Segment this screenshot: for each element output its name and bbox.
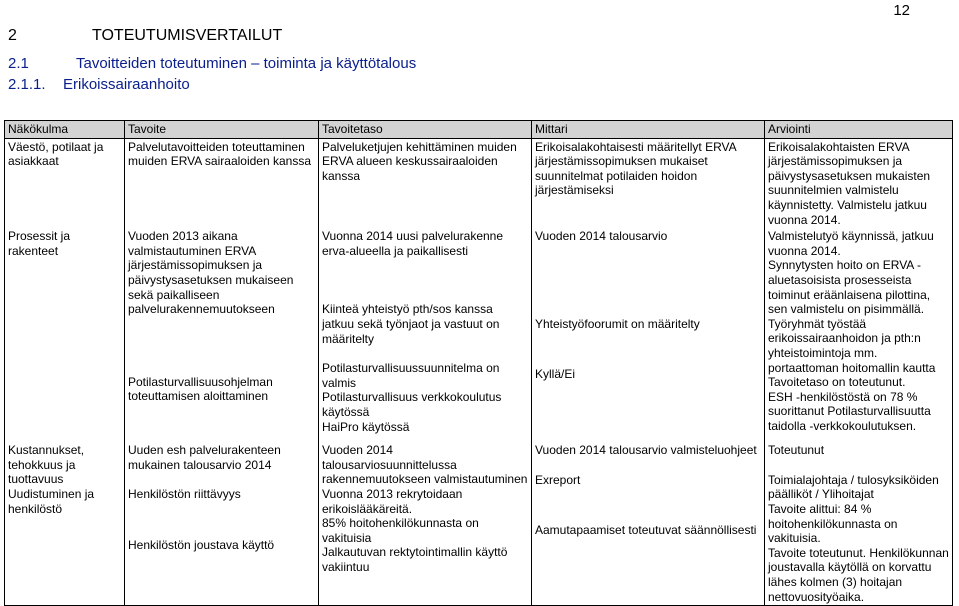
cell-text: Vuoden 2014 talousarvio [535, 229, 668, 244]
cell-nakokulma [5, 138, 125, 228]
cell-text: Vuoden 2013 aikana valmistautuminen ERVA järjestämissopimuksen ja päivystysasetuksen mukaiseen sekä paikalliseen palvelurakennemuutokseen [128, 229, 294, 317]
cell-text: Väestö, potilaat ja asiakkaat [8, 139, 104, 169]
cell-text: Vuoden 2014 talousarvio valmisteluohjeet [535, 443, 757, 458]
heading-level-2 [8, 55, 416, 72]
column-header-tavoitetaso: Tavoitetaso [319, 121, 532, 139]
cell-mittari [532, 138, 765, 228]
cell-arviointi [765, 138, 953, 228]
cell-text: Palvelutavoitteiden toteuttaminen muiden ERVA sairaaloiden kanssa [128, 139, 311, 169]
cell-tavoitetaso [319, 442, 532, 605]
column-header-arviointi: Arviointi [765, 121, 953, 139]
evaluation-table [4, 120, 953, 606]
cell-text: Tavoite toteutunut. Henkilökunnan joustavalla käytöllä on korvattu lähes kolmen (3) hoitajan nettovuosityöaika. [768, 545, 949, 604]
column-header-nakokulma: Näkökulma [5, 121, 125, 139]
cell-mittari [532, 442, 765, 605]
cell-text: Exreport [535, 472, 581, 487]
cell-text: Erikoisalakohtaisten ERVA järjestämissopimuksen ja päivystysasetuksen mukaisten suunnitelmien valmistelu käynnistetty. Valmistelu jatkuu vuonna 2014. [768, 139, 931, 227]
page-number: 12 [893, 2, 910, 19]
cell-text: Uudistuminen ja henkilöstö [8, 486, 95, 516]
cell-text: Potilasturvallisuusohjelman toteuttamisen aloittaminen [128, 374, 273, 404]
heading-level-3 [8, 76, 190, 93]
heading-number: 2 [8, 27, 17, 44]
cell-text: Uuden esh palvelurakenteen mukainen talousarvio 2014 [128, 443, 281, 472]
cell-text: Erikoisalakohtaisesti määritellyt ERVA järjestämissopimuksen mukaiset suunnitelmat potilaiden hoidon järjestämiseksi [535, 139, 736, 198]
table-row [5, 442, 953, 605]
cell-text: Kyllä/Ei [535, 367, 576, 382]
cell-nakokulma [5, 228, 125, 442]
cell-text: Synnytysten hoito on ERVA -aluetasoisista prosesseista toiminut eräänlaisena pilottina, sen valmistelu on pisimmällä. [768, 258, 931, 317]
cell-text: 85% hoitohenkilökunnasta on vakituisia [322, 516, 479, 545]
cell-tavoitetaso [319, 138, 532, 228]
cell-mittari [532, 228, 765, 442]
cell-tavoite [125, 138, 319, 228]
cell-text: Palveluketjujen kehittäminen muiden ERVA alueen keskussairaaloiden kanssa [322, 139, 517, 183]
cell-text: Vuonna 2014 uusi palvelurakenne erva-alueella ja paikallisesti [322, 229, 504, 258]
cell-arviointi [765, 442, 953, 605]
cell-text: Toteutunut [768, 443, 825, 458]
cell-tavoite [125, 442, 319, 605]
cell-text: Valmistelutyö käynnissä, jatkuu vuonna 2014. [768, 229, 934, 258]
cell-text: Jalkautuvan rektytointimallin käyttö vakiintuu [322, 545, 508, 574]
cell-text: Vuonna 2013 rekrytoidaan erikoislääkäreitä. [322, 486, 463, 516]
cell-text: Kustannukset, tehokkuus ja tuottavuus [8, 443, 85, 487]
table-row [5, 138, 953, 228]
cell-nakokulma [5, 442, 125, 605]
cell-text: Toimialajohtaja / tulosyksiköiden päälliköt / Ylihoitajat [768, 472, 939, 502]
cell-text: Työryhmät työstää erikoissairaanhoidon ja pth:n yhteistoimintoja mm. portaattoman hoitomallin kautta [768, 316, 936, 375]
table-header-row [5, 121, 953, 139]
cell-text: Aamutapaamiset toteutuvat säännöllisesti [535, 523, 757, 538]
cell-text: Kiinteä yhteistyö pth/sos kanssa jatkuu sekä työnjaot ja vastuut on määritelty [322, 302, 500, 346]
cell-text: Henkilöstön riittävyys [128, 487, 241, 502]
table-row [5, 228, 953, 442]
heading-number: 2.1.1. [8, 76, 46, 93]
cell-text: Tavoite alittui: 84 % hoitohenkilökunnasta on vakituisia. [768, 501, 898, 546]
cell-text: Henkilöstön joustava käyttö [128, 537, 275, 552]
heading-level-1 [8, 27, 282, 45]
heading-text: TOTEUTUMISVERTAILUT [92, 27, 283, 44]
heading-text: Erikoissairaanhoito [63, 76, 190, 93]
heading-number: 2.1 [8, 55, 29, 72]
column-header-tavoite: Tavoite [125, 121, 319, 139]
cell-text: Vuoden 2014 talousarviosuunnittelussa rakennemuutokseen valmistautuminen [322, 443, 528, 487]
cell-text: Yhteistyöfoorumit on määritelty [535, 316, 700, 331]
cell-arviointi [765, 228, 953, 442]
cell-tavoite [125, 228, 319, 442]
cell-text: Tavoitetaso on toteutunut. [768, 375, 906, 390]
cell-text: ESH -henkilöstöstä on 78 % suorittanut Potilasturvallisuutta taidolla -verkkokoulutuksen. [768, 389, 931, 433]
cell-text: Potilasturvallisuus verkkokoulutus käytössä [322, 390, 502, 419]
cell-tavoitetaso [319, 228, 532, 442]
column-header-mittari: Mittari [532, 121, 765, 139]
cell-text: Prosessit ja rakenteet [8, 229, 71, 258]
cell-text: Potilasturvallisuussuunnitelma on valmis [322, 361, 500, 390]
cell-text: HaiPro käytössä [322, 419, 410, 434]
heading-text: Tavoitteiden toteutuminen – toiminta ja käyttötalous [76, 55, 417, 72]
